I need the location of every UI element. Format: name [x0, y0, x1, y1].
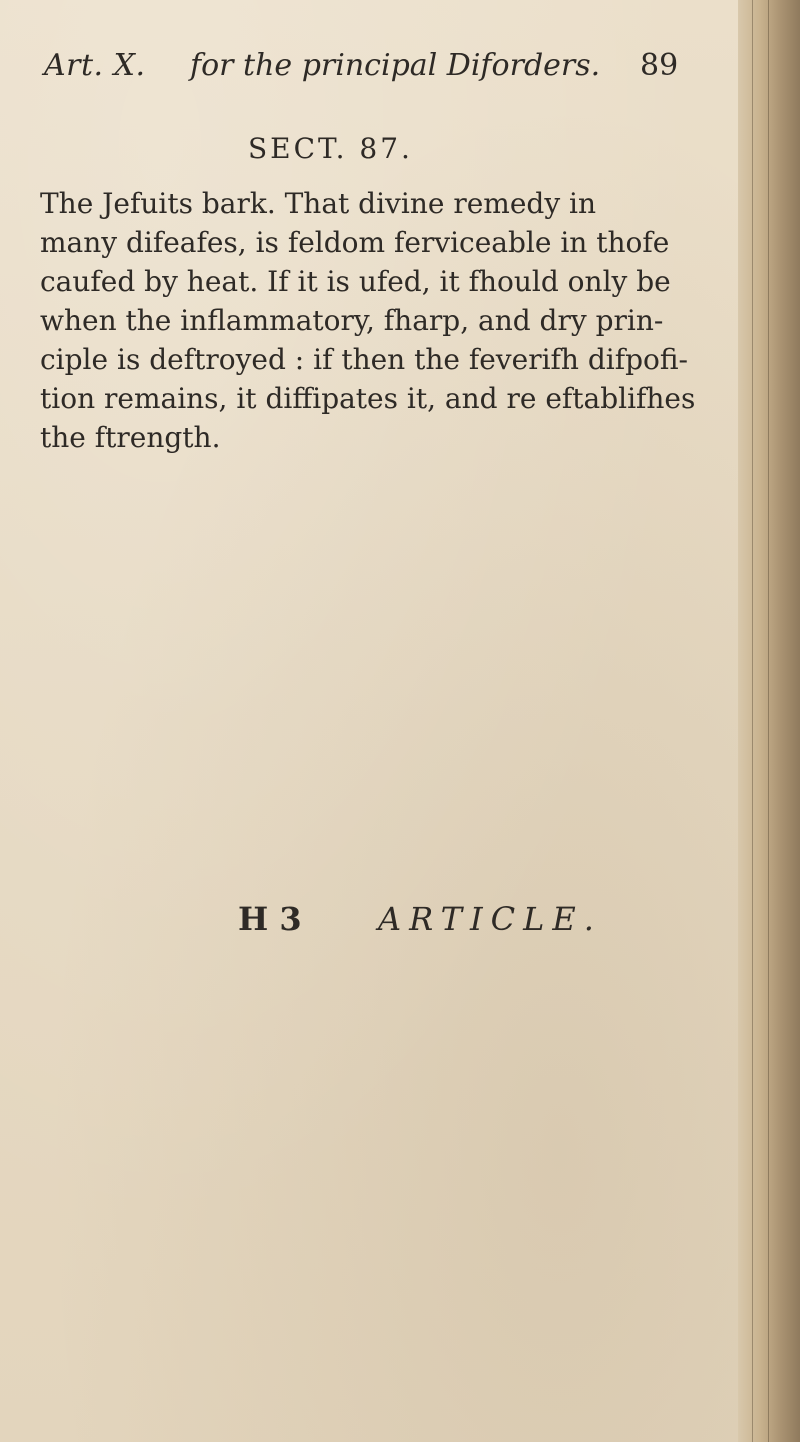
- gutter-edge-line: [752, 0, 753, 1442]
- body-paragraph: [40, 184, 740, 457]
- paragraph-line: the ftrength.: [40, 421, 221, 454]
- signature-mark: H 3: [238, 900, 302, 938]
- book-gutter: [738, 0, 800, 1442]
- paragraph-line: caufed by heat. If it is ufed, it fhould only be: [40, 265, 671, 298]
- paragraph-line: The Jefuits bark. That divine remedy in: [40, 187, 597, 220]
- gutter-edge-line: [768, 0, 769, 1442]
- catchword: ARTICLE.: [378, 900, 602, 938]
- running-header: [44, 48, 684, 92]
- page-footer: [206, 900, 626, 944]
- section-heading: SECT. 87.: [248, 132, 413, 165]
- page-number: 89: [640, 48, 679, 83]
- article-label: Art. X.: [44, 48, 146, 83]
- paragraph-line: tion remains, it diffipates it, and re eftablifhes: [40, 382, 696, 415]
- paragraph-line: ciple is deftroyed : if then the feverifh difpofi-: [40, 343, 688, 376]
- running-title: for the principal Diforders.: [190, 48, 601, 83]
- paragraph-line: when the inflammatory, fharp, and dry prin-: [40, 304, 664, 337]
- paragraph-line: many difeafes, is feldom ferviceable in thofe: [40, 226, 670, 259]
